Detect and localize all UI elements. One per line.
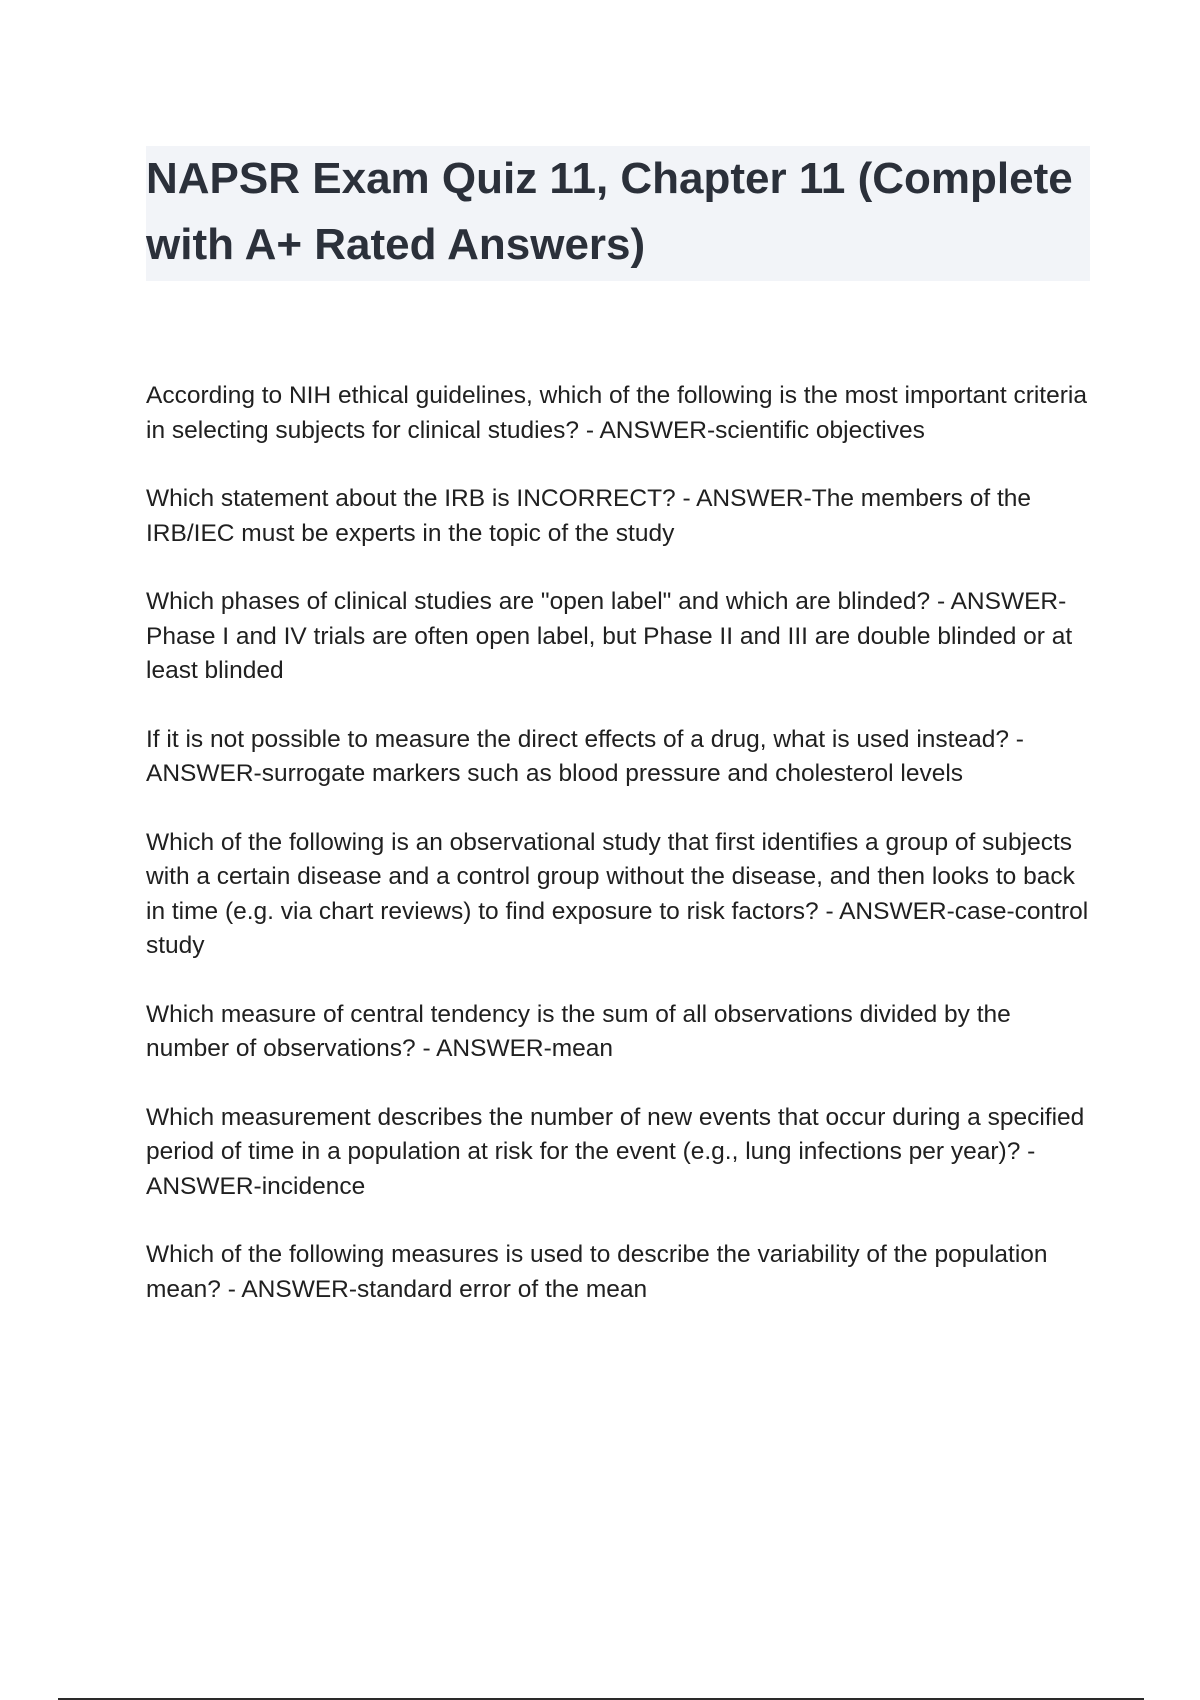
title-block [146,146,1090,281]
qa-item: Which of the following is an observational study that first identifies a group of subjects with a certain disease and a control group without the disease, and then looks to back in time (e.g. via chart reviews) to find exposure to risk factors? - ANSWER-case-control study [146,828,1089,959]
qa-item: Which measurement describes the number of new events that occur during a specified period of time in a population at risk for the event (e.g., lung infections per year)? - ANSWER-incidence [146,1103,1085,1200]
qa-list [146,379,1096,1341]
qa-item: Which measure of central tendency is the sum of all observations divided by the number of observations? - ANSWER-mean [146,1000,1011,1062]
qa-item: Which statement about the IRB is INCORRECT? - ANSWER-The members of the IRB/IEC must be experts in the topic of the study [146,485,1032,547]
qa-item: According to NIH ethical guidelines, which of the following is the most important criteria in selecting subjects for clinical studies? - ANSWER-scientific objectives [146,382,1087,444]
qa-item: Which phases of clinical studies are "open label" and which are blinded? - ANSWER-Phase I and IV trials are often open label, but Phase II and III are double blinded or at least blinded [146,588,1073,684]
qa-item: If it is not possible to measure the direct effects of a drug, what is used instead? - ANSWER-surrogate markers such as blood pressure and cholesterol levels [146,725,1024,787]
page-title: NAPSR Exam Quiz 11, Chapter 11 (Complete with A+ Rated Answers) [146,154,1073,269]
qa-item: Which of the following measures is used to describe the variability of the population mean? - ANSWER-standard error of the mean [146,1241,1048,1303]
